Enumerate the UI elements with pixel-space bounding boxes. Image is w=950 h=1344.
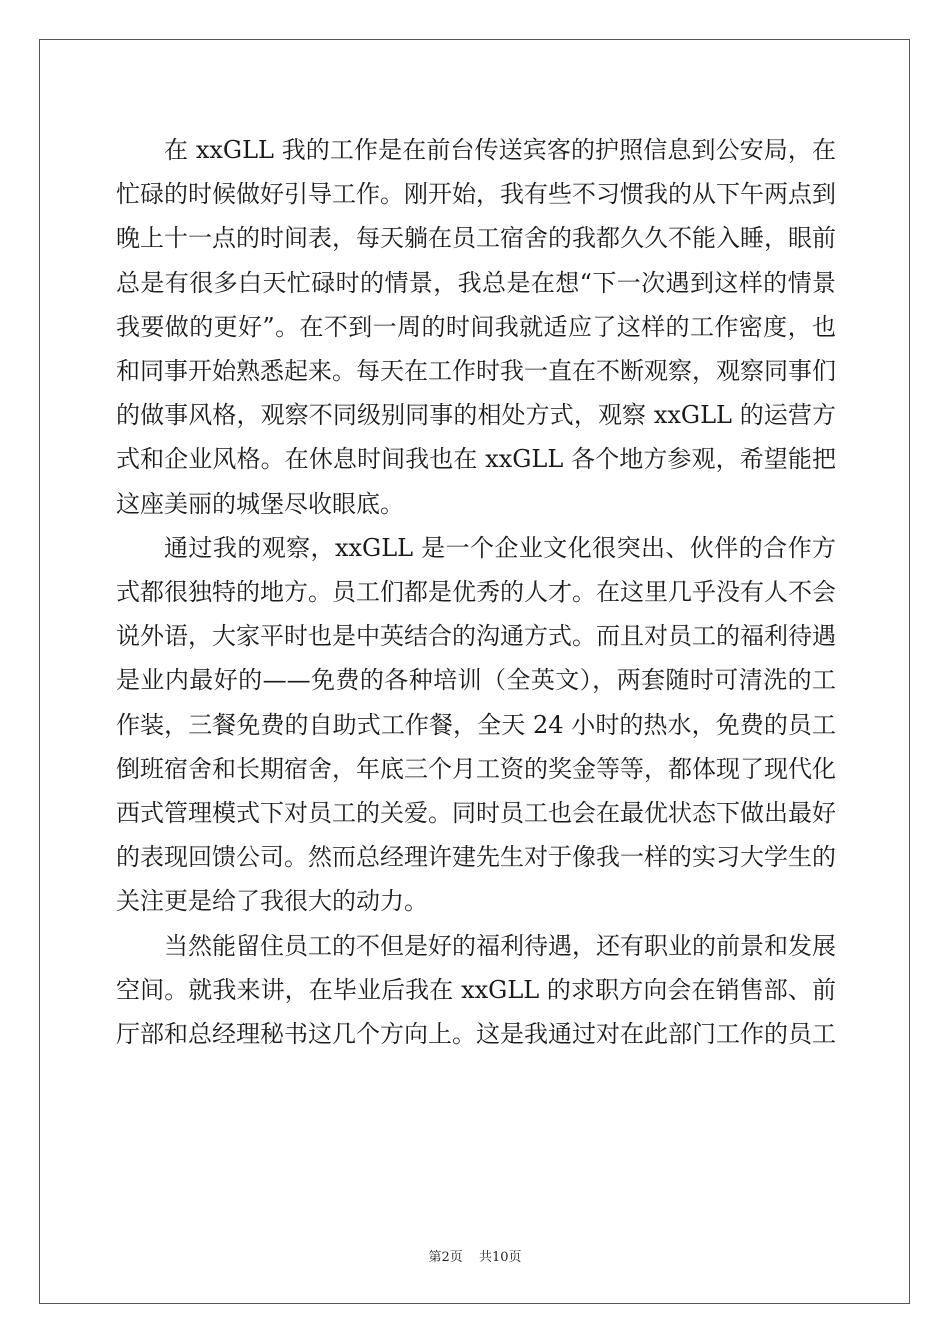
paragraph-2: 通过我的观察，xxGLL 是一个企业文化很突出、伙伴的合作方式都很独特的地方。员工们都是优秀的人才。在这里几乎没有人不会说外语，大家平时也是中英结合的沟通方式。而且对员工的福利待遇是业内最好的——免费的各种培训（全英文），两套随时可清洗的工作装，三餐免费的自助式工作餐，全天 24 小时的热水，免费的员工倒班宿舍和长期宿舍，年底三个月工资的奖金等等，都体现了现代化西式管理模式下对员工的关爱。同时员工也会在最优状态下做出最好的表现回馈公司。然而总经理许建先生对于像我一样的实习大学生的关注更是给了我很大的动力。 (116, 533, 836, 916)
page-total: 共10页 (478, 1250, 522, 1265)
page-footer (0, 1246, 950, 1265)
document-body (116, 128, 836, 1056)
page-number: 第2页 (428, 1250, 463, 1265)
paragraph-3: 当然能留住员工的不但是好的福利待遇，还有职业的前景和发展空间。就我来讲，在毕业后我在 xxGLL 的求职方向会在销售部、前厅部和总经理秘书这几个方向上。这是我通过对在此部门工作的员工 (116, 931, 836, 1049)
paragraph-1: 在 xxGLL 我的工作是在前台传送宾客的护照信息到公安局，在忙碌的时候做好引导工作。刚开始，我有些不习惯我的从下午两点到晚上十一点的时间表，每天躺在员工宿舍的我都久久不能入睡，眼前总是有很多白天忙碌时的情景，我总是在想“下一次遇到这样的情景我要做的更好”。在不到一周的时间我就适应了这样的工作密度，也和同事开始熟悉起来。每天在工作时我一直在不断观察，观察同事们的做事风格，观察不同级别同事的相处方式，观察 xxGLL 的运营方式和企业风格。在休息时间我也在 xxGLL 各个地方参观，希望能把这座美丽的城堡尽收眼底。 (116, 136, 836, 518)
